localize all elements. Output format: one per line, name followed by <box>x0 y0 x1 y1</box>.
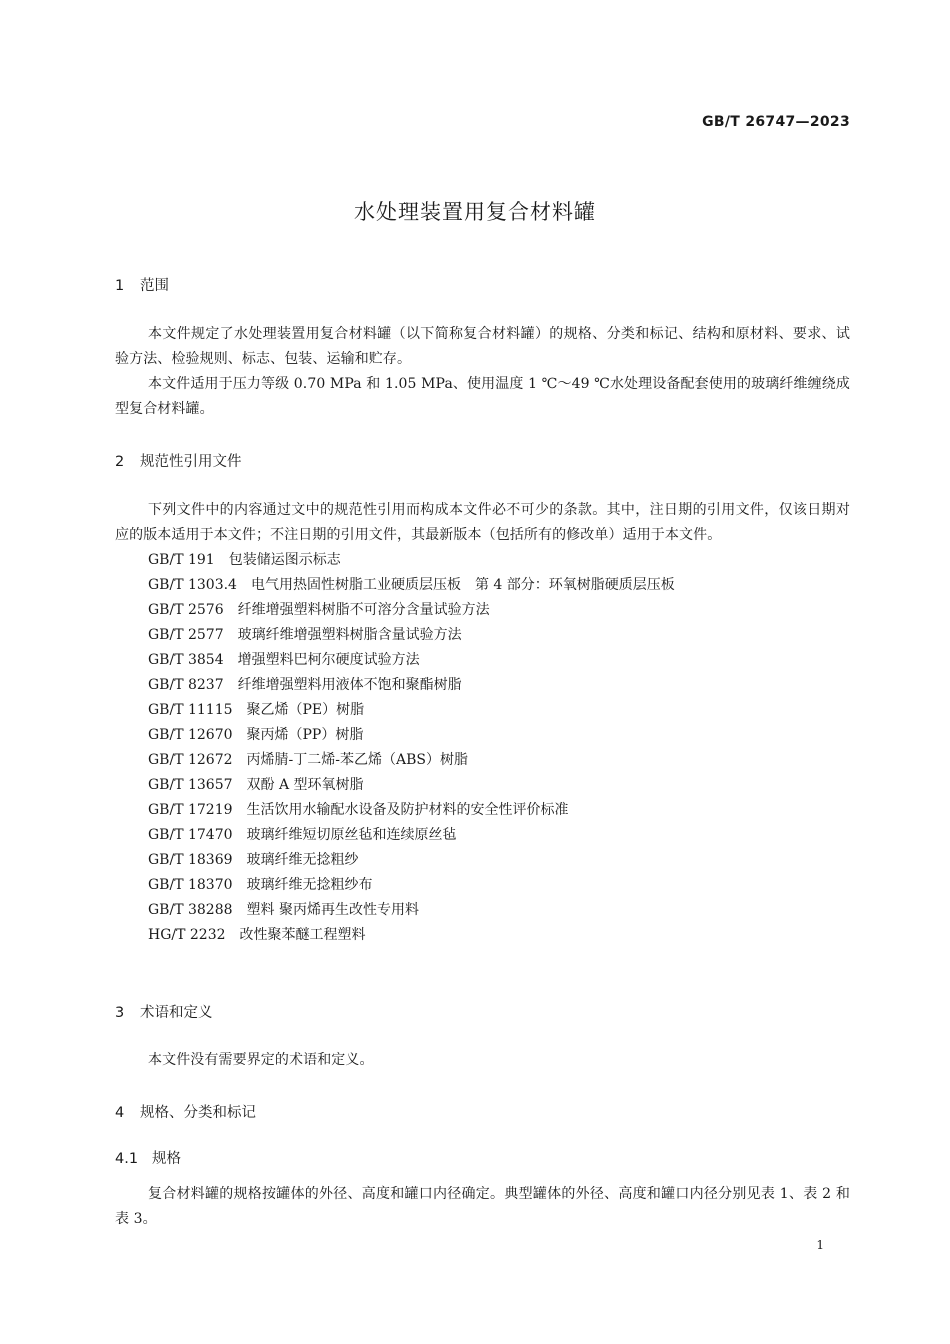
reference-item <box>115 598 850 623</box>
reference-code: HG/T 2232 <box>148 927 226 943</box>
reference-title: 玻璃纤维无捻粗纱 <box>246 852 359 868</box>
reference-item <box>115 923 850 948</box>
reference-item <box>115 573 850 598</box>
reference-code: GB/T 12670 <box>148 727 233 743</box>
subsection-4-1-heading <box>115 1149 850 1169</box>
section-4-heading <box>115 1103 850 1123</box>
paragraph: 复合材料罐的规格按罐体的外径、高度和罐口内径确定。典型罐体的外径、高度和罐口内径分别见表 1、表 2 和表 3。 <box>115 1186 850 1227</box>
subsection-4-1-body <box>115 1182 850 1232</box>
reference-code: GB/T 12672 <box>148 752 233 768</box>
reference-item <box>115 898 850 923</box>
reference-code: GB/T 13657 <box>148 777 233 793</box>
reference-title: 增强塑料巴柯尔硬度试验方法 <box>237 652 420 668</box>
subsection-number: 4.1 <box>115 1151 139 1167</box>
section-number: 2 <box>115 454 125 470</box>
document-title: 水处理装置用复合材料罐 <box>354 200 596 224</box>
section-title: 术语和定义 <box>140 1005 213 1021</box>
reference-code: GB/T 18369 <box>148 852 233 868</box>
reference-code: GB/T 38288 <box>148 902 233 918</box>
reference-title: 改性聚苯醚工程塑料 <box>239 927 366 943</box>
paragraph: 本文件适用于压力等级 0.70 MPa 和 1.05 MPa、使用温度 1 ℃～49 ℃水处理设备配套使用的玻璃纤维缠绕成型复合材料罐。 <box>115 376 850 417</box>
section-number: 4 <box>115 1105 125 1121</box>
section-number: 1 <box>115 278 125 294</box>
reference-item <box>115 848 850 873</box>
reference-title: 双酚 A 型环氧树脂 <box>246 777 364 793</box>
reference-title: 纤维增强塑料树脂不可溶分含量试验方法 <box>237 602 490 618</box>
reference-title: 塑料 聚丙烯再生改性专用料 <box>246 902 419 918</box>
section-2-heading <box>115 452 850 472</box>
section-3-body <box>115 1048 850 1073</box>
reference-item <box>115 823 850 848</box>
reference-title: 玻璃纤维增强塑料树脂含量试验方法 <box>237 627 462 643</box>
standard-code: GB/T 26747—2023 <box>702 114 850 130</box>
reference-item <box>115 773 850 798</box>
reference-item <box>115 748 850 773</box>
section-title: 规格、分类和标记 <box>140 1105 256 1121</box>
reference-code: GB/T 191 <box>148 552 215 568</box>
reference-title: 包装储运图示标志 <box>228 552 341 568</box>
reference-code: GB/T 8237 <box>148 677 224 693</box>
paragraph: 本文件没有需要界定的术语和定义。 <box>148 1052 374 1068</box>
paragraph: 下列文件中的内容通过文中的规范性引用而构成本文件必不可少的条款。其中，注日期的引用文件，仅该日期对应的版本适用于本文件；不注日期的引用文件，其最新版本（包括所有的修改单）适用于本文件。 <box>115 502 850 543</box>
reference-title: 聚乙烯（PE）树脂 <box>246 702 365 718</box>
reference-code: GB/T 17470 <box>148 827 233 843</box>
paragraph: 本文件规定了水处理装置用复合材料罐（以下简称复合材料罐）的规格、分类和标记、结构和原材料、要求、试验方法、检验规则、标志、包装、运输和贮存。 <box>115 326 850 367</box>
reference-item <box>115 698 850 723</box>
reference-code: GB/T 11115 <box>148 702 233 718</box>
section-number: 3 <box>115 1005 125 1021</box>
reference-item <box>115 548 850 573</box>
reference-title: 生活饮用水输配水设备及防护材料的安全性评价标准 <box>246 802 569 818</box>
reference-code: GB/T 18370 <box>148 877 233 893</box>
section-1-heading <box>115 276 850 296</box>
reference-item <box>115 673 850 698</box>
reference-code: GB/T 2577 <box>148 627 224 643</box>
reference-item <box>115 873 850 898</box>
reference-item <box>115 798 850 823</box>
section-2-body <box>115 498 850 948</box>
section-1-body <box>115 322 850 422</box>
reference-title: 电气用热固性树脂工业硬质层压板 第 4 部分：环氧树脂硬质层压板 <box>250 577 675 593</box>
reference-code: GB/T 1303.4 <box>148 577 237 593</box>
reference-item <box>115 648 850 673</box>
reference-title: 纤维增强塑料用液体不饱和聚酯树脂 <box>237 677 462 693</box>
section-3-heading <box>115 1003 850 1023</box>
section-title: 范围 <box>140 278 169 294</box>
reference-code: GB/T 3854 <box>148 652 224 668</box>
reference-code: GB/T 17219 <box>148 802 233 818</box>
reference-item <box>115 623 850 648</box>
normative-references-list <box>115 548 850 948</box>
reference-code: GB/T 2576 <box>148 602 224 618</box>
reference-title: 玻璃纤维短切原丝毡和连续原丝毡 <box>246 827 457 843</box>
reference-title: 丙烯腈-丁二烯-苯乙烯（ABS）树脂 <box>246 752 468 768</box>
reference-title: 聚丙烯（PP）树脂 <box>246 727 364 743</box>
reference-title: 玻璃纤维无捻粗纱布 <box>246 877 373 893</box>
reference-item <box>115 723 850 748</box>
page-number: 1 <box>816 1238 824 1252</box>
subsection-title: 规格 <box>152 1151 181 1167</box>
section-title: 规范性引用文件 <box>140 454 242 470</box>
